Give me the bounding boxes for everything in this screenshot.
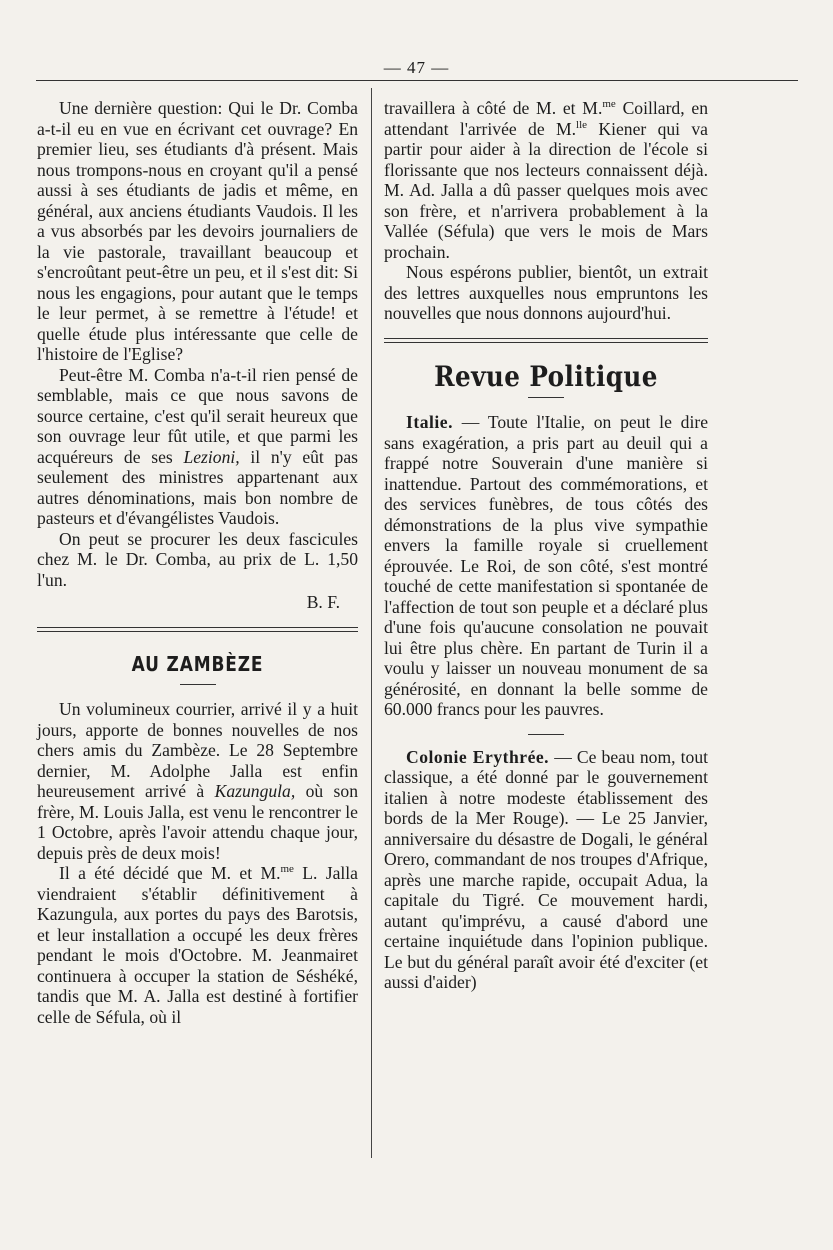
zambeze-paragraph-1: Un volumineux courrier, arrivé il y a huit jours, apporte de bonnes nouvelles de nos chers amis du Zambèze. Le 28 Septembre dernier, M. Adolphe Jalla est enfin heureusement arrivé à Kazungula, où son frère, M. Louis Jalla, est venu le rencontrer le 1 Octobre, après l'avoir attendu chaque jour, depuis près de deux mois!: [37, 699, 358, 863]
column-divider: [371, 88, 372, 1158]
zambeze-paragraph-2: Il a été décidé que M. et M.$^{me}$ L. Jalla viendraient s'établir définitivement à Kazungula, aux portes du pays des Barotsis, et leur installation a occupé les deux frères pendant le mois d'Octobre. M. Jeanmairet continuera à occuper la station de Séshéké, tandis que M. A. Jalla est destiné à fortifier celle de Séfula, où il: [37, 863, 358, 1027]
italie-paragraph: Italie. — Toute l'Italie, on peut le dire sans exagération, a pris part au deuil qui a frappé notre Souverain d'une manière si inattendue. Partout des commémorations, et des services funèbres, de tous côtés des démonstrations de la plus vive sympathie envers la famille royale si cruellement éprouvée. Le Roi, de son côté, s'est montré touché de cette manifestation si spontanée de l'affection de tout son peuple et a déclaré plus d'une fois qu'aucune consolation ne pouvait lui être plus chère. En partant de Turin il a voulu y laisser un nouveau monument de sa générosité, en donnant la belle somme de 60.000 francs pour les pauvres.: [384, 412, 708, 719]
header-rule: [36, 80, 798, 81]
zambeze-heading: AU ZAMBÈZE: [131, 651, 264, 676]
zambeze-paragraph-3: Nous espérons publier, bientôt, un extrait des lettres auxquelles nous empruntons les nouvelles que nous donnons aujourd'hui.: [384, 262, 708, 323]
section-divider: [37, 627, 358, 632]
comba-paragraph-1: Une dernière question: Qui le Dr. Comba a-t-il eu en vue en écrivant cet ouvrage? En premier lieu, ses étudiants d'à présent. Mais nous trompons-nous en croyant qu'il a pensé aussi à ses étudiants de jadis et même, en général, aux anciens étudiants Vaudois. Il les a vus absorbés par les devoirs journaliers de la vie pastorale, travaillant beaucoup et s'encroûtant peut-être un peu, et il s'est dit: Si nous les engagions, pour autant que le temps le leur permet, à se remettre à l'étude! et quelle étude plus intéressante que celle de l'histoire de l'Eglise?: [37, 98, 358, 364]
left-column: [37, 98, 358, 1027]
section-divider: [384, 338, 708, 343]
zambeze-continuation: travaillera à côté de M. et M.$^{me}$ Coillard, en attendant l'arrivée de M.$^{lle}$ Kiener qui va partir pour aider à la direction de l'école si florissante que nos lecteurs connaissent déjà. M. Ad. Jalla a dû passer quelques mois avec son frère, et n'arrivera probablement à la Vallée (Séfula) que vers le mois de Mars prochain.: [384, 98, 708, 262]
article-separator: [528, 734, 564, 735]
comba-paragraph-3: On peut se procurer les deux fascicules chez M. le Dr. Comba, au prix de L. 1,50 l'un.: [37, 528, 358, 590]
heading-rule: [180, 684, 216, 685]
page-number: — 47 —: [383, 58, 450, 77]
revue-politique-heading: Revue Politique: [434, 359, 658, 393]
right-column: [384, 98, 708, 993]
colonie-paragraph: Colonie Erythrée. — Ce beau nom, tout classique, a été donné par le gouvernement italien à notre modeste établissement des bords de la Mer Rouge). — Le 25 Janvier, anniversaire du désastre de Dogali, le général Orero, commandant de nos troupes d'Afrique, après une marche rapide, occupait Adua, la capitale du Tigré. Ce mouvement hardi, autant qu'imprévu, a causé d'abord une certaine inquiétude dans l'opinion publique. Le but du général paraît avoir été d'exciter (et aussi d'aider): [384, 746, 708, 992]
heading-rule: [528, 397, 564, 398]
signature: B. F.: [306, 592, 340, 612]
comba-paragraph-2: Peut-être M. Comba n'a-t-il rien pensé de semblable, mais ce que nous savons de source certaine, c'est qu'il serait heureux que son ouvrage leur fût utile, et que parmi les acquéreurs de ses Lezioni, il n'y eût pas seulement des ministres appartenant aux autres dénominations, mais bon nombre de pasteurs et d'évangélistes Vaudois.: [37, 364, 358, 528]
